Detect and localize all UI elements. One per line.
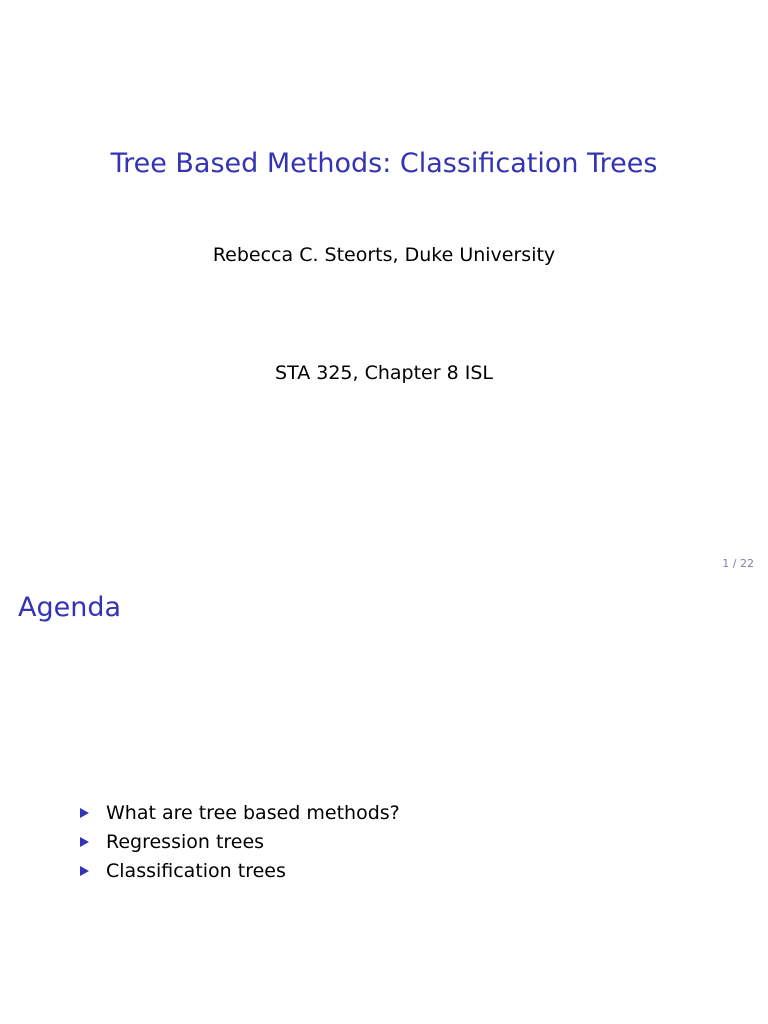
list-item-label: Classification trees — [106, 859, 286, 882]
slide-title: Tree Based Methods: Classification Trees — [110, 148, 658, 179]
triangle-bullet-icon — [80, 808, 89, 818]
author-line: Rebecca C. Steorts, Duke University — [212, 244, 556, 266]
course-line: STA 325, Chapter 8 ISL — [275, 362, 493, 384]
list-item — [80, 798, 400, 827]
frame-title: Agenda — [18, 592, 122, 623]
list-item-label: Regression trees — [106, 830, 265, 853]
agenda-slide — [0, 576, 768, 1024]
page-number: 1 / 22 — [722, 557, 754, 570]
list-item — [80, 827, 400, 856]
list-item — [80, 856, 400, 885]
list-item-label: What are tree based methods? — [106, 801, 400, 824]
triangle-bullet-icon — [80, 837, 89, 847]
agenda-list — [80, 798, 400, 885]
triangle-bullet-icon — [80, 866, 89, 876]
